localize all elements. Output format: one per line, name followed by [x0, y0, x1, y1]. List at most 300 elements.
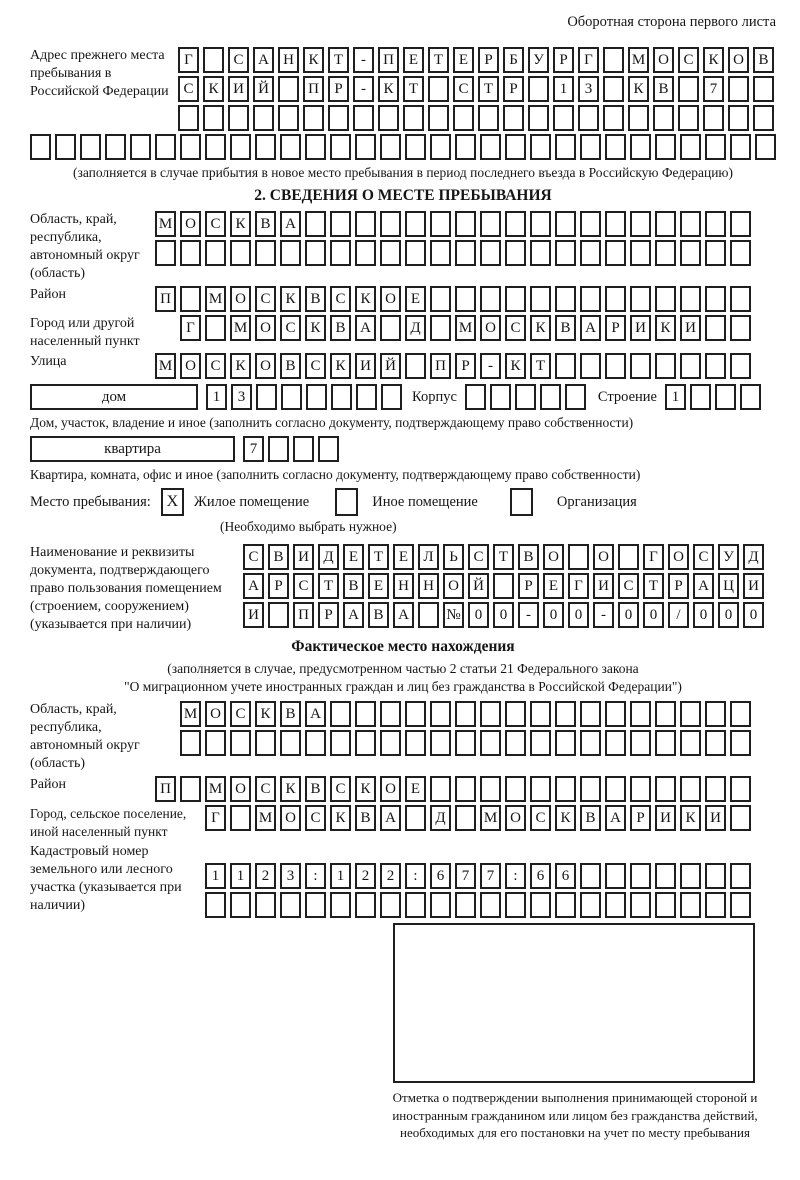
char-box[interactable] [628, 105, 649, 131]
char-box[interactable]: В [555, 315, 576, 341]
char-box[interactable] [705, 863, 726, 889]
char-box[interactable] [455, 211, 476, 237]
char-box[interactable]: Е [543, 573, 564, 599]
char-box[interactable] [605, 240, 626, 266]
char-box[interactable]: У [528, 47, 549, 73]
char-box[interactable]: К [303, 47, 324, 73]
apartment-type-box[interactable]: квартира [30, 436, 235, 462]
char-box[interactable]: В [368, 602, 389, 628]
char-box[interactable] [405, 211, 426, 237]
char-box[interactable] [355, 240, 376, 266]
char-box[interactable] [705, 240, 726, 266]
char-box[interactable]: В [653, 76, 674, 102]
char-box[interactable] [728, 76, 749, 102]
char-box[interactable] [630, 701, 651, 727]
char-box[interactable]: О [543, 544, 564, 570]
char-box[interactable] [530, 134, 551, 160]
char-box[interactable]: И [355, 353, 376, 379]
char-box[interactable] [280, 892, 301, 918]
char-box[interactable] [630, 892, 651, 918]
char-box[interactable]: Г [180, 315, 201, 341]
char-box[interactable]: П [155, 776, 176, 802]
char-box[interactable]: 0 [543, 602, 564, 628]
char-box[interactable] [605, 286, 626, 312]
char-box[interactable] [405, 730, 426, 756]
char-box[interactable]: 2 [380, 863, 401, 889]
char-box[interactable]: И [228, 76, 249, 102]
char-box[interactable]: 3 [578, 76, 599, 102]
char-box[interactable] [455, 701, 476, 727]
char-box[interactable]: Т [643, 573, 664, 599]
char-box[interactable] [705, 776, 726, 802]
char-box[interactable]: Т [478, 76, 499, 102]
char-box[interactable] [280, 730, 301, 756]
char-box[interactable] [355, 211, 376, 237]
char-box[interactable] [180, 286, 201, 312]
char-box[interactable]: К [505, 353, 526, 379]
char-box[interactable] [205, 892, 226, 918]
char-box[interactable] [268, 602, 289, 628]
char-box[interactable] [553, 105, 574, 131]
char-box[interactable] [528, 76, 549, 102]
char-box[interactable]: Н [418, 573, 439, 599]
char-box[interactable] [180, 134, 201, 160]
char-box[interactable] [255, 134, 276, 160]
char-box[interactable]: О [280, 805, 301, 831]
char-box[interactable]: С [178, 76, 199, 102]
char-box[interactable] [580, 863, 601, 889]
char-box[interactable] [655, 286, 676, 312]
char-box[interactable]: П [155, 286, 176, 312]
char-box[interactable] [380, 134, 401, 160]
char-box[interactable] [705, 353, 726, 379]
char-box[interactable] [618, 544, 639, 570]
char-box[interactable] [278, 105, 299, 131]
char-box[interactable]: П [378, 47, 399, 73]
char-box[interactable]: Т [403, 76, 424, 102]
char-box[interactable]: 1 [665, 384, 686, 410]
char-box[interactable]: В [355, 805, 376, 831]
char-box[interactable]: К [355, 286, 376, 312]
char-box[interactable] [730, 805, 751, 831]
char-box[interactable] [528, 105, 549, 131]
char-box[interactable]: 0 [568, 602, 589, 628]
char-box[interactable]: М [180, 701, 201, 727]
char-box[interactable] [480, 730, 501, 756]
char-box[interactable]: К [378, 76, 399, 102]
char-box[interactable]: С [678, 47, 699, 73]
char-box[interactable]: Д [430, 805, 451, 831]
char-box[interactable]: 3 [280, 863, 301, 889]
char-box[interactable]: В [305, 286, 326, 312]
char-box[interactable] [530, 701, 551, 727]
char-box[interactable] [430, 701, 451, 727]
char-box[interactable]: К [555, 805, 576, 831]
char-box[interactable] [530, 240, 551, 266]
char-box[interactable]: Д [405, 315, 426, 341]
char-box[interactable]: Е [368, 573, 389, 599]
char-box[interactable] [730, 286, 751, 312]
char-box[interactable] [555, 240, 576, 266]
char-box[interactable]: К [203, 76, 224, 102]
char-box[interactable] [680, 353, 701, 379]
char-box[interactable] [505, 776, 526, 802]
char-box[interactable]: К [330, 353, 351, 379]
char-box[interactable] [730, 134, 751, 160]
char-box[interactable]: И [743, 573, 764, 599]
char-box[interactable]: О [180, 211, 201, 237]
char-box[interactable]: У [718, 544, 739, 570]
char-box[interactable] [330, 240, 351, 266]
char-box[interactable]: Т [368, 544, 389, 570]
char-box[interactable] [580, 353, 601, 379]
char-box[interactable]: Т [318, 573, 339, 599]
char-box[interactable]: Г [643, 544, 664, 570]
char-box[interactable]: М [255, 805, 276, 831]
char-box[interactable] [328, 105, 349, 131]
char-box[interactable] [330, 211, 351, 237]
char-box[interactable] [630, 730, 651, 756]
char-box[interactable] [355, 892, 376, 918]
char-box[interactable]: М [155, 353, 176, 379]
char-box[interactable]: О [480, 315, 501, 341]
char-box[interactable]: Й [468, 573, 489, 599]
char-box[interactable]: 0 [618, 602, 639, 628]
char-box[interactable] [405, 701, 426, 727]
char-box[interactable]: - [593, 602, 614, 628]
char-box[interactable] [705, 134, 726, 160]
char-box[interactable] [255, 892, 276, 918]
char-box[interactable] [630, 353, 651, 379]
char-box[interactable] [680, 134, 701, 160]
char-box[interactable] [505, 892, 526, 918]
char-box[interactable] [80, 134, 101, 160]
char-box[interactable]: 0 [493, 602, 514, 628]
char-box[interactable]: К [655, 315, 676, 341]
char-box[interactable]: В [305, 776, 326, 802]
char-box[interactable]: С [255, 776, 276, 802]
char-box[interactable]: И [655, 805, 676, 831]
char-box[interactable] [555, 134, 576, 160]
char-box[interactable]: А [355, 315, 376, 341]
house-type-box[interactable]: дом [30, 384, 198, 410]
char-box[interactable]: 2 [255, 863, 276, 889]
char-box[interactable]: С [205, 211, 226, 237]
char-box[interactable] [228, 105, 249, 131]
char-box[interactable]: С [468, 544, 489, 570]
char-box[interactable]: Т [493, 544, 514, 570]
char-box[interactable] [490, 384, 511, 410]
char-box[interactable] [330, 134, 351, 160]
char-box[interactable] [605, 776, 626, 802]
char-box[interactable]: : [305, 863, 326, 889]
char-box[interactable]: Й [253, 76, 274, 102]
char-box[interactable] [505, 240, 526, 266]
char-box[interactable] [630, 286, 651, 312]
char-box[interactable]: В [255, 211, 276, 237]
char-box[interactable] [380, 701, 401, 727]
char-box[interactable] [380, 315, 401, 341]
char-box[interactable] [180, 776, 201, 802]
char-box[interactable] [30, 134, 51, 160]
char-box[interactable] [480, 240, 501, 266]
char-box[interactable] [355, 730, 376, 756]
char-box[interactable] [630, 240, 651, 266]
char-box[interactable] [455, 286, 476, 312]
char-box[interactable] [230, 805, 251, 831]
char-box[interactable] [268, 436, 289, 462]
char-box[interactable] [678, 105, 699, 131]
char-box[interactable] [655, 134, 676, 160]
char-box[interactable]: В [280, 701, 301, 727]
char-box[interactable]: Т [328, 47, 349, 73]
char-box[interactable]: - [480, 353, 501, 379]
char-box[interactable] [568, 544, 589, 570]
char-box[interactable] [705, 286, 726, 312]
char-box[interactable] [730, 353, 751, 379]
char-box[interactable] [555, 211, 576, 237]
char-box[interactable]: 2 [355, 863, 376, 889]
char-box[interactable] [505, 134, 526, 160]
char-box[interactable]: С [330, 286, 351, 312]
char-box[interactable]: И [680, 315, 701, 341]
char-box[interactable] [428, 76, 449, 102]
char-box[interactable] [180, 240, 201, 266]
char-box[interactable]: С [693, 544, 714, 570]
char-box[interactable] [630, 776, 651, 802]
char-box[interactable]: В [330, 315, 351, 341]
char-box[interactable] [480, 211, 501, 237]
char-box[interactable] [503, 105, 524, 131]
char-box[interactable] [305, 892, 326, 918]
char-box[interactable] [565, 384, 586, 410]
char-box[interactable]: М [205, 286, 226, 312]
char-box[interactable] [280, 134, 301, 160]
char-box[interactable]: Д [743, 544, 764, 570]
char-box[interactable] [430, 776, 451, 802]
char-box[interactable] [380, 211, 401, 237]
char-box[interactable] [730, 863, 751, 889]
char-box[interactable]: - [353, 47, 374, 73]
char-box[interactable]: Р [553, 47, 574, 73]
char-box[interactable] [55, 134, 76, 160]
char-box[interactable] [505, 286, 526, 312]
char-box[interactable] [505, 211, 526, 237]
char-box[interactable] [703, 105, 724, 131]
char-box[interactable] [603, 76, 624, 102]
char-box[interactable]: К [280, 286, 301, 312]
char-box[interactable] [178, 105, 199, 131]
char-box[interactable]: В [518, 544, 539, 570]
char-box[interactable] [203, 47, 224, 73]
char-box[interactable] [428, 105, 449, 131]
char-box[interactable]: С [205, 353, 226, 379]
char-box[interactable]: А [693, 573, 714, 599]
char-box[interactable] [480, 776, 501, 802]
char-box[interactable]: Е [405, 286, 426, 312]
char-box[interactable]: Т [530, 353, 551, 379]
char-box[interactable]: С [618, 573, 639, 599]
char-box[interactable] [255, 240, 276, 266]
char-box[interactable] [330, 892, 351, 918]
char-box[interactable]: О [180, 353, 201, 379]
char-box[interactable]: 7 [480, 863, 501, 889]
char-box[interactable]: К [305, 315, 326, 341]
char-box[interactable] [580, 240, 601, 266]
char-box[interactable] [403, 105, 424, 131]
char-box[interactable] [655, 701, 676, 727]
char-box[interactable] [405, 892, 426, 918]
char-box[interactable] [515, 384, 536, 410]
char-box[interactable] [555, 892, 576, 918]
char-box[interactable]: Л [418, 544, 439, 570]
char-box[interactable] [580, 701, 601, 727]
char-box[interactable] [105, 134, 126, 160]
char-box[interactable] [331, 384, 352, 410]
char-box[interactable] [655, 730, 676, 756]
char-box[interactable] [330, 701, 351, 727]
char-box[interactable]: Р [478, 47, 499, 73]
char-box[interactable] [355, 701, 376, 727]
char-box[interactable] [430, 730, 451, 756]
char-box[interactable] [381, 384, 402, 410]
char-box[interactable] [455, 805, 476, 831]
char-box[interactable] [205, 730, 226, 756]
char-box[interactable]: - [353, 76, 374, 102]
char-box[interactable] [630, 211, 651, 237]
char-box[interactable] [205, 315, 226, 341]
char-box[interactable]: О [728, 47, 749, 73]
char-box[interactable]: П [430, 353, 451, 379]
char-box[interactable] [465, 384, 486, 410]
char-box[interactable] [730, 701, 751, 727]
char-box[interactable] [680, 701, 701, 727]
char-box[interactable] [740, 384, 761, 410]
char-box[interactable]: Р [328, 76, 349, 102]
char-box[interactable]: В [268, 544, 289, 570]
char-box[interactable]: О [205, 701, 226, 727]
char-box[interactable]: Р [268, 573, 289, 599]
char-box[interactable]: В [343, 573, 364, 599]
char-box[interactable]: 1 [230, 863, 251, 889]
char-box[interactable] [705, 730, 726, 756]
char-box[interactable] [230, 134, 251, 160]
char-box[interactable]: Г [568, 573, 589, 599]
char-box[interactable]: И [593, 573, 614, 599]
char-box[interactable] [480, 701, 501, 727]
char-box[interactable] [205, 240, 226, 266]
char-box[interactable]: О [230, 776, 251, 802]
char-box[interactable] [530, 730, 551, 756]
char-box[interactable] [405, 353, 426, 379]
char-box[interactable] [555, 701, 576, 727]
char-box[interactable]: К [355, 776, 376, 802]
char-box[interactable]: Е [405, 776, 426, 802]
char-box[interactable]: Б [503, 47, 524, 73]
char-box[interactable] [680, 892, 701, 918]
char-box[interactable] [690, 384, 711, 410]
char-box[interactable] [730, 240, 751, 266]
char-box[interactable] [430, 240, 451, 266]
char-box[interactable] [680, 211, 701, 237]
char-box[interactable] [180, 730, 201, 756]
char-box[interactable] [203, 105, 224, 131]
char-box[interactable]: С [280, 315, 301, 341]
char-box[interactable] [605, 353, 626, 379]
char-box[interactable]: С [530, 805, 551, 831]
char-box[interactable] [405, 240, 426, 266]
char-box[interactable] [605, 730, 626, 756]
char-box[interactable]: : [505, 863, 526, 889]
char-box[interactable]: Н [278, 47, 299, 73]
char-box[interactable]: С [230, 701, 251, 727]
char-box[interactable]: А [343, 602, 364, 628]
char-box[interactable]: 7 [243, 436, 264, 462]
char-box[interactable] [230, 892, 251, 918]
char-box[interactable] [555, 286, 576, 312]
char-box[interactable]: О [443, 573, 464, 599]
char-box[interactable] [730, 315, 751, 341]
char-box[interactable]: Р [605, 315, 626, 341]
char-box[interactable]: П [303, 76, 324, 102]
char-box[interactable] [755, 134, 776, 160]
char-box[interactable] [380, 892, 401, 918]
char-box[interactable] [455, 134, 476, 160]
char-box[interactable]: Р [318, 602, 339, 628]
char-box[interactable]: / [668, 602, 689, 628]
char-box[interactable]: К [628, 76, 649, 102]
char-box[interactable]: И [630, 315, 651, 341]
char-box[interactable]: Р [668, 573, 689, 599]
char-box[interactable]: А [243, 573, 264, 599]
char-box[interactable] [705, 211, 726, 237]
char-box[interactable]: К [530, 315, 551, 341]
char-box[interactable]: 7 [703, 76, 724, 102]
char-box[interactable] [603, 105, 624, 131]
char-box[interactable]: С [243, 544, 264, 570]
stay-checkbox-organization[interactable] [510, 488, 533, 516]
char-box[interactable] [730, 211, 751, 237]
char-box[interactable] [655, 240, 676, 266]
char-box[interactable]: 0 [718, 602, 739, 628]
char-box[interactable] [605, 134, 626, 160]
char-box[interactable]: Й [380, 353, 401, 379]
char-box[interactable] [580, 286, 601, 312]
char-box[interactable] [330, 730, 351, 756]
char-box[interactable]: Е [343, 544, 364, 570]
char-box[interactable] [655, 892, 676, 918]
char-box[interactable] [680, 776, 701, 802]
char-box[interactable]: О [668, 544, 689, 570]
char-box[interactable] [540, 384, 561, 410]
char-box[interactable] [418, 602, 439, 628]
char-box[interactable] [705, 315, 726, 341]
char-box[interactable]: 7 [455, 863, 476, 889]
char-box[interactable] [356, 384, 377, 410]
char-box[interactable] [205, 134, 226, 160]
char-box[interactable]: О [230, 286, 251, 312]
char-box[interactable]: К [230, 353, 251, 379]
char-box[interactable] [155, 240, 176, 266]
char-box[interactable]: Р [455, 353, 476, 379]
char-box[interactable] [353, 105, 374, 131]
char-box[interactable]: М [628, 47, 649, 73]
char-box[interactable] [630, 134, 651, 160]
char-box[interactable] [578, 105, 599, 131]
char-box[interactable]: № [443, 602, 464, 628]
char-box[interactable]: П [293, 602, 314, 628]
char-box[interactable] [705, 892, 726, 918]
